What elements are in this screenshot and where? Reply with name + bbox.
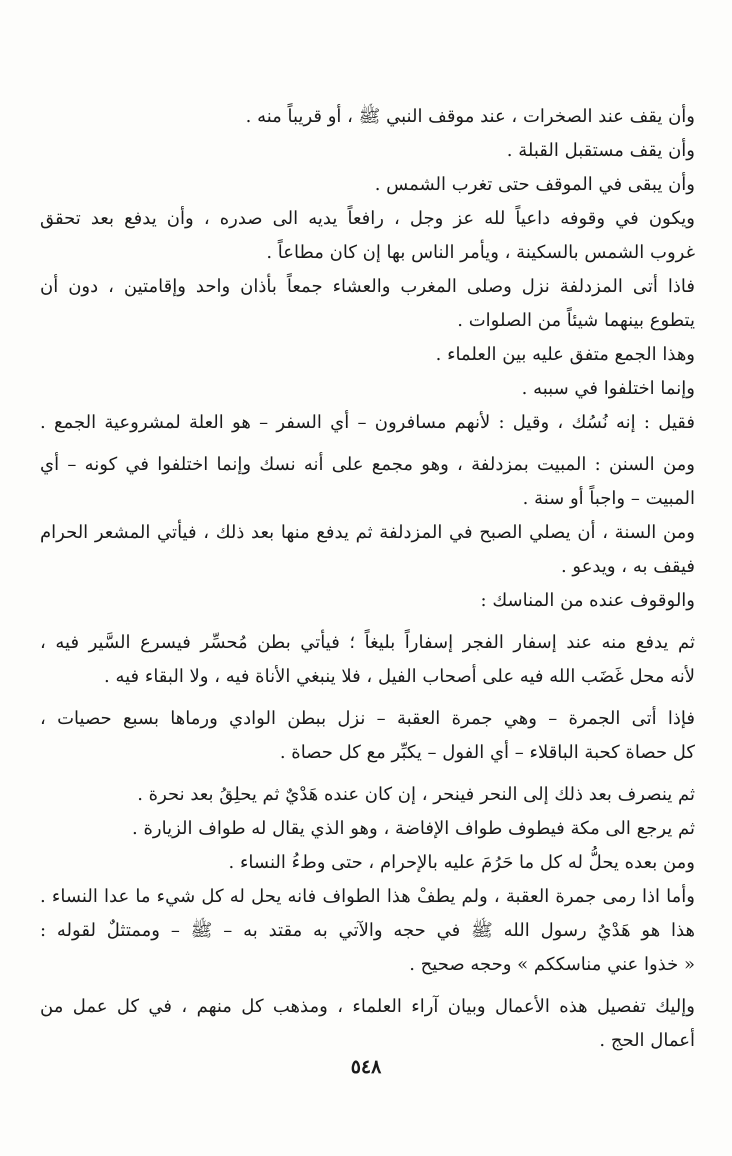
text-line: ومن السنن : المبيت بمزدلفة ، وهو مجمع على أنه نسك وإنما اختلفوا في كونه – أي <box>40 454 695 475</box>
text-line: المبيت – واجباً أو سنة . <box>522 488 695 509</box>
paragraph-gap <box>40 440 695 448</box>
text-line: غروب الشمس بالسكينة ، ويأمر الناس بها إن كان مطاعاً . <box>266 242 695 263</box>
text-line: فإذا أتى الجمرة – وهي جمرة العقبة – نزل ببطن الوادي ورماها بسبع حصيات ، <box>40 708 695 729</box>
text-line: وهذا الجمع متفق عليه بين العلماء . <box>435 344 695 365</box>
text-line: ومن السنة ، أن يصلي الصبح في المزدلفة ثم يدفع منها بعد ذلك ، فيأتي المشعر الحرام <box>40 522 695 543</box>
text-line: وأما اذا رمى جمرة العقبة ، ولم يطفْ هذا الطواف فانه يحل له كل شيء ما عدا النساء . <box>40 886 695 907</box>
text-line: فقيل : إنه نُسُك ، وقيل : لأنهم مسافرون – أي السفر – هو العلة لمشروعية الجمع . <box>40 412 695 433</box>
text-line: لأنه محل غَضَب الله فيه على أصحاب الفيل ، فلا ينبغي الأناة فيه ، ولا البقاء فيه . <box>104 666 695 687</box>
paragraph-gap <box>40 694 695 702</box>
text-line: وأن يقف مستقبل القبلة . <box>506 140 695 161</box>
text-line: أعمال الحج . <box>599 1030 695 1051</box>
text-line: وإنما اختلفوا في سببه . <box>521 378 695 399</box>
text-line: وأن يبقى في الموقف حتى تغرب الشمس . <box>374 174 695 195</box>
text-line: وإليك تفصيل هذه الأعمال وبيان آراء العلماء ، ومذهب كل منهم ، في كل عمل من <box>40 996 695 1017</box>
text-line: ثم ينصرف بعد ذلك إلى النحر فينحر ، إن كان عنده هَدْيٌ ثم يحلِقُ بعد نحرة . <box>137 784 695 805</box>
text-line: كل حصاة كحبة الباقلاء – أي الفول – يكبِّر مع كل حصاة . <box>279 742 695 763</box>
text-line: فاذا أتى المزدلفة نزل وصلى المغرب والعشاء جمعاً بأذان واحد وإقامتين ، دون أن <box>40 276 695 297</box>
paragraph-gap <box>40 618 695 626</box>
text-line: وأن يقف عند الصخرات ، عند موقف النبي ﷺ ، أو قريباً منه . <box>245 106 695 127</box>
text-line: والوقوف عنده من المناسك : <box>480 590 695 611</box>
text-line: ويكون في وقوفه داعياً لله عز وجل ، رافعاً يديه الى صدره ، وأن يدفع بعد تحقق <box>40 208 695 229</box>
paragraph-gap <box>40 982 695 990</box>
page-body-text <box>40 100 695 1058</box>
paragraph-gap <box>40 770 695 778</box>
text-line: « خذوا عني مناسككم » وحجه صحيح . <box>409 954 695 975</box>
text-line: فيقف به ، ويدعو . <box>560 556 695 577</box>
text-line: ثم يرجع الى مكة فيطوف طواف الإفاضة ، وهو الذي يقال له طواف الزيارة . <box>132 818 695 839</box>
text-line: يتطوع بينهما شيئاً من الصلوات . <box>457 310 695 331</box>
page-number: ٥٤٨ <box>350 1056 382 1078</box>
text-line: ومن بعده يحلُّ له كل ما حَرُمَ عليه بالإحرام ، حتى وطءُ النساء . <box>228 852 695 873</box>
text-line: هذا هو هَدْيُ رسول الله ﷺ في حجه والآتي به مقتد به – ﷺ – وممتثلٌ لقوله : <box>40 920 695 941</box>
text-line: ثم يدفع منه عند إسفار الفجر إسفاراً بليغاً ؛ فيأتي بطن مُحسِّر فيسرع السَّير فيه ، <box>40 632 695 653</box>
